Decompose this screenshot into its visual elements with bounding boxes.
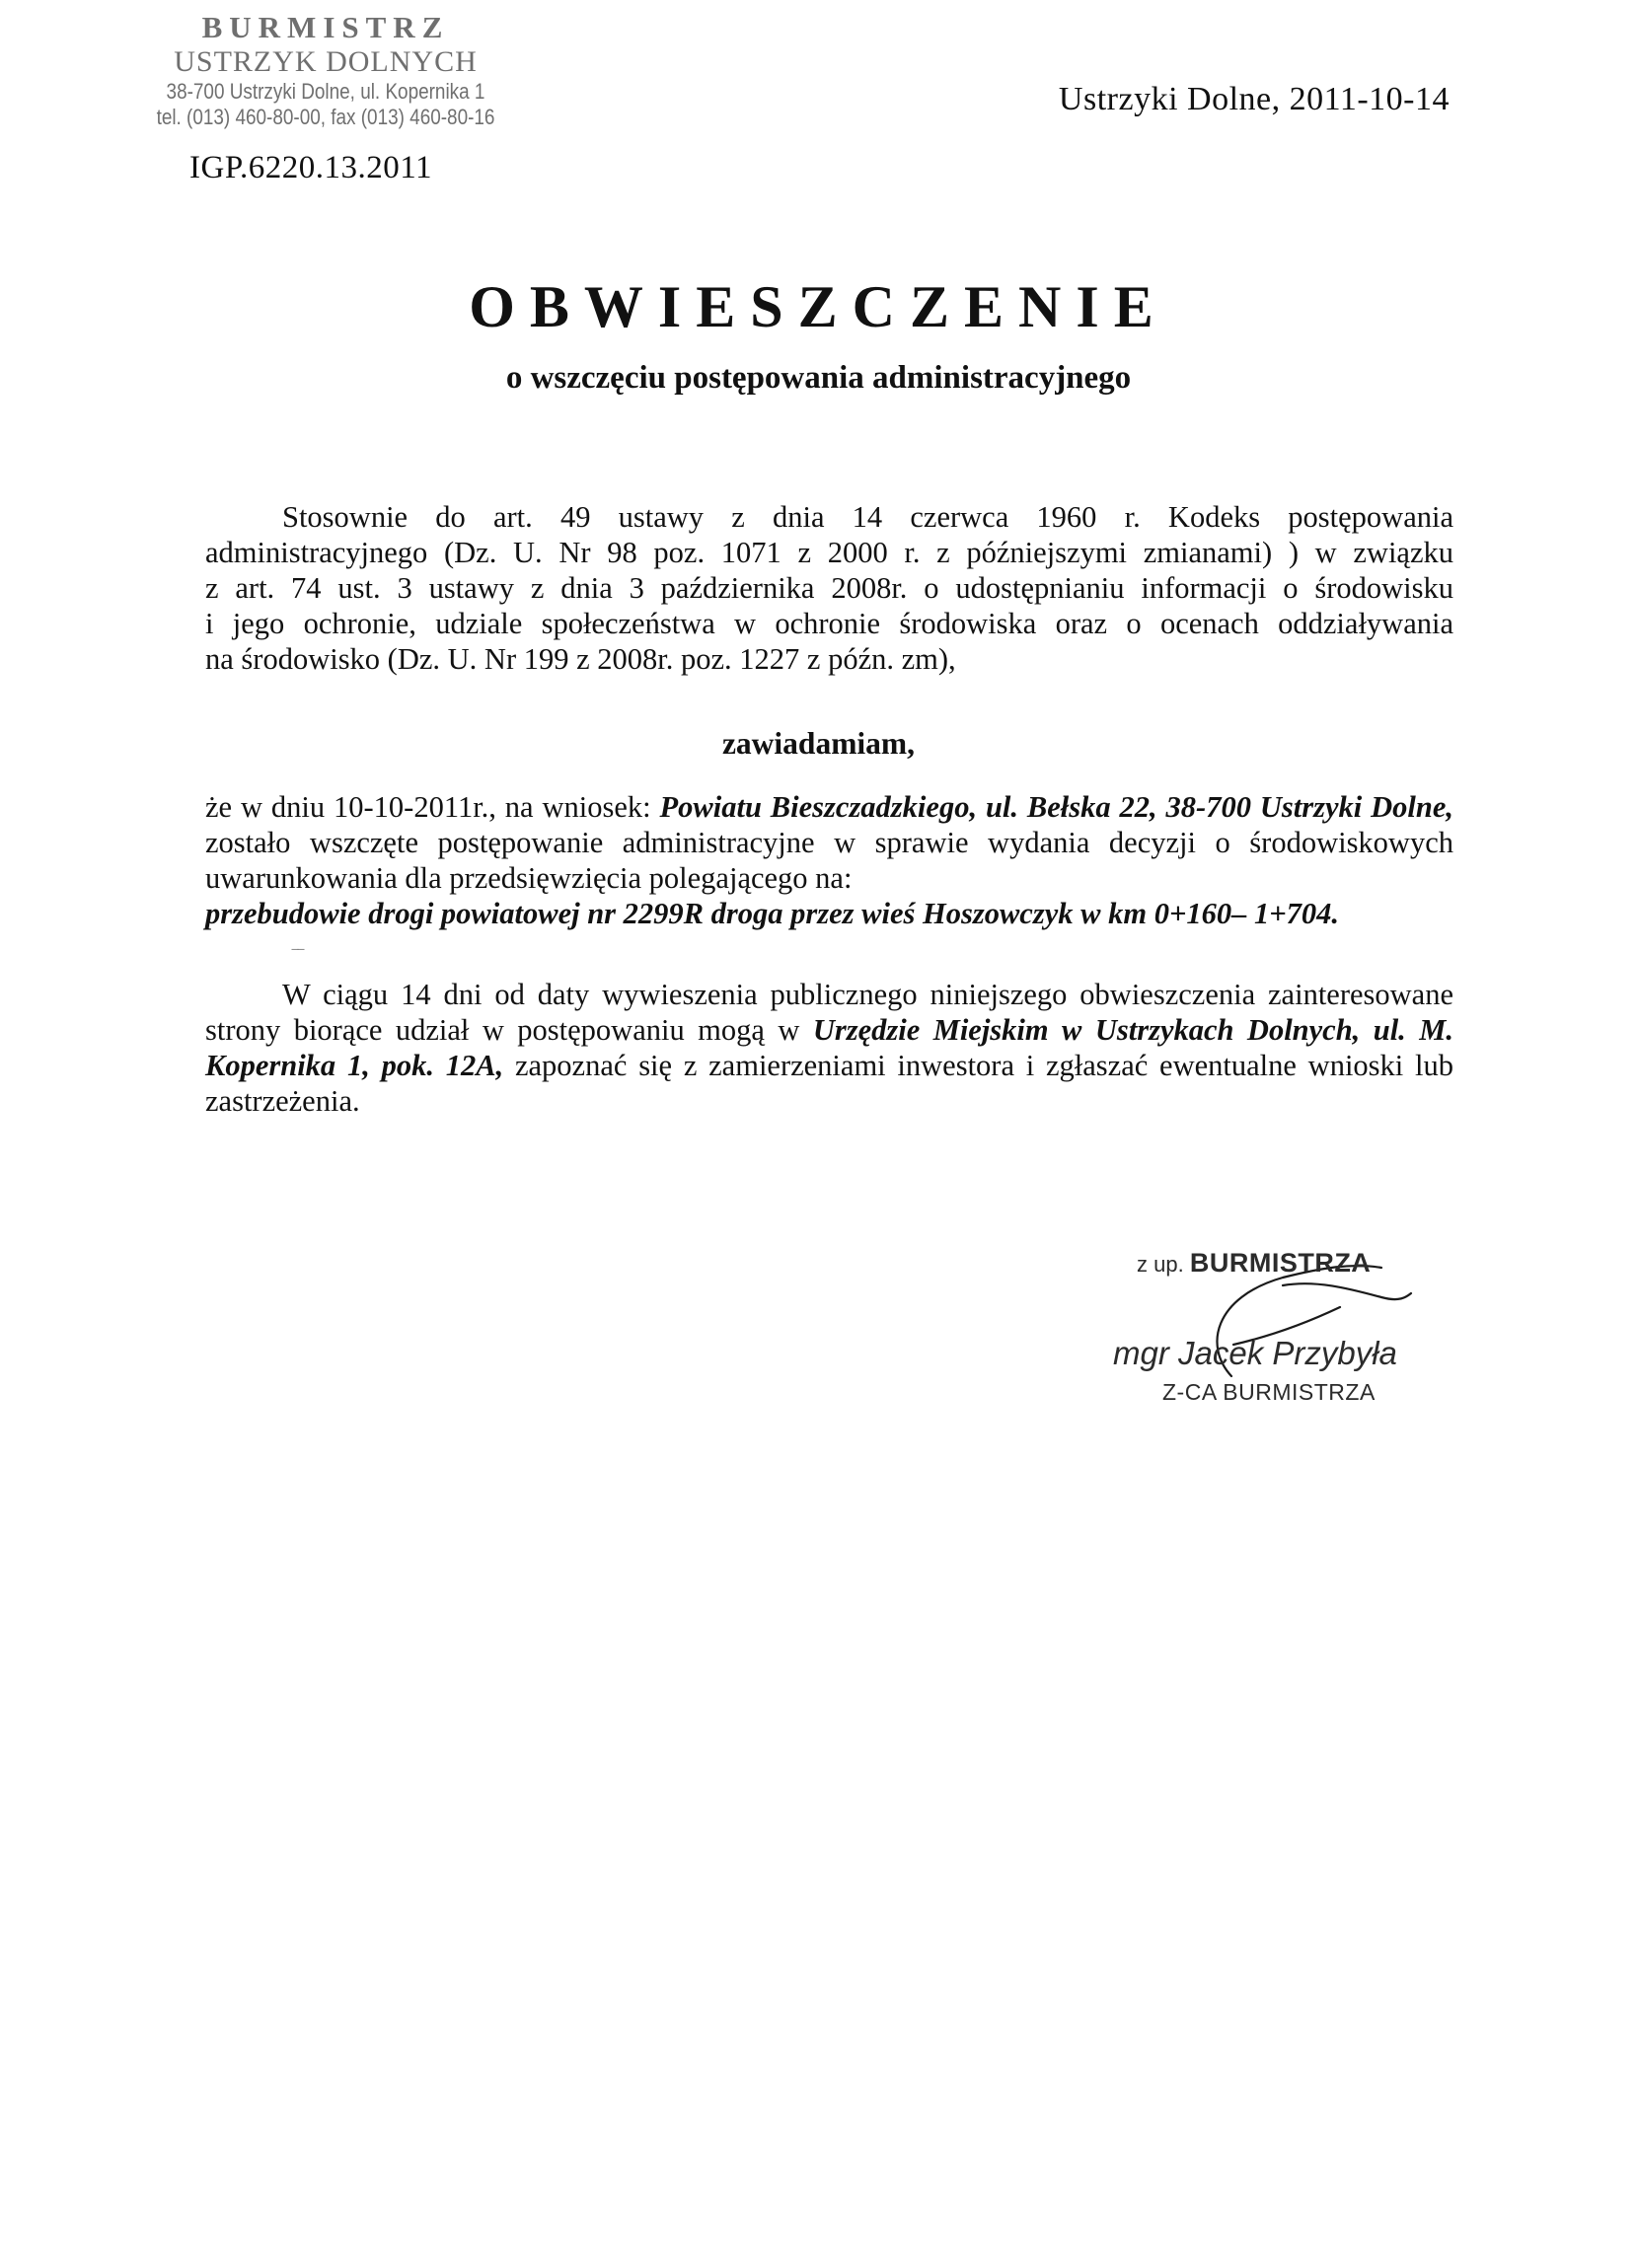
paragraph-line: na środowisko (Dz. U. Nr 199 z 2008r. poz. 1227 z późn. zm), [205, 642, 956, 676]
document-date: Ustrzyki Dolne, 2011-10-14 [1058, 81, 1450, 117]
stamp-town: USTRZYK DOLNYCH [174, 45, 478, 78]
signature-office: BURMISTRZA [1189, 1248, 1372, 1278]
stamp-address: 38-700 Ustrzyki Dolne, ul. Kopernika 1 [166, 79, 485, 104]
reference-number: IGP.6220.13.2011 [189, 150, 433, 185]
announcement: zawiadamiam, [721, 726, 916, 761]
document-title: OBWIESZCZENIE [469, 274, 1168, 339]
stray-mark: ‾‾ [292, 947, 304, 967]
paragraph-line: administracyjnego (Dz. U. Nr 98 poz. 1071 z 2000 r. z późniejszymi zmianami) ) w związku [205, 536, 1453, 569]
on-behalf-label: z up. [1137, 1252, 1184, 1277]
signatory-name: mgr Jacek Przybyła [1113, 1335, 1397, 1371]
paragraph-line: i jego ochronie, udziale społeczeństwa w ochronie środowiska oraz o ocenach oddziaływania [205, 607, 1453, 640]
paragraph-line: z art. 74 ust. 3 ustawy z dnia 3 października 2008r. o udostępnianiu informacji o środowisku [205, 571, 1453, 605]
stamp-title: BURMISTRZ [201, 10, 450, 44]
consultation-text: W ciągu 14 dni od daty wywieszenia publicznego niniejszego obwieszczenia zainteresowane strony biorące udział w postępowaniu mogą w [205, 978, 1453, 1047]
consultation-paragraph [205, 977, 1453, 1119]
paragraph-line: Stosownie do art. 49 ustawy z dnia 14 czerwca 1960 r. Kodeks postępowania [282, 500, 1453, 534]
signature-block [1085, 1248, 1460, 1416]
stamp-phone: tel. (013) 460-80-00, fax (013) 460-80-16 [156, 105, 495, 129]
document-subtitle: o wszczęciu postępowania administracyjnego [505, 360, 1132, 396]
project-description: przebudowie drogi powiatowej nr 2299R droga przez wieś Hoszowczyk w km 0+160– 1+704. [205, 897, 1339, 930]
office-location: Urzędzie Miejskim w Ustrzykach Dolnych, ul. M. Kopernika 1, pok. 12A, [205, 1013, 1453, 1082]
notice-text: że w dniu 10-10-2011r., na wniosek: [205, 790, 660, 824]
consultation-text: zapoznać się z zamierzeniami inwestora i zgłaszać ewentualne wnioski lub zastrzeżenia. [205, 1049, 1454, 1118]
notice-paragraph [205, 789, 1453, 931]
legal-basis-paragraph [205, 499, 1453, 677]
header-stamp [118, 10, 533, 130]
notice-text: zostało wszczęte postępowanie administracyjne w sprawie wydania decyzji o środowiskowych uwarunkowania dla przedsięwzięcia polegającego na: [205, 826, 1453, 895]
signature-header [1137, 1248, 1371, 1279]
applicant-name: Powiatu Bieszczadzkiego, ul. Bełska 22, 38-700 Ustrzyki Dolne, [659, 790, 1454, 824]
signatory-role: Z-CA BURMISTRZA [1162, 1379, 1376, 1405]
